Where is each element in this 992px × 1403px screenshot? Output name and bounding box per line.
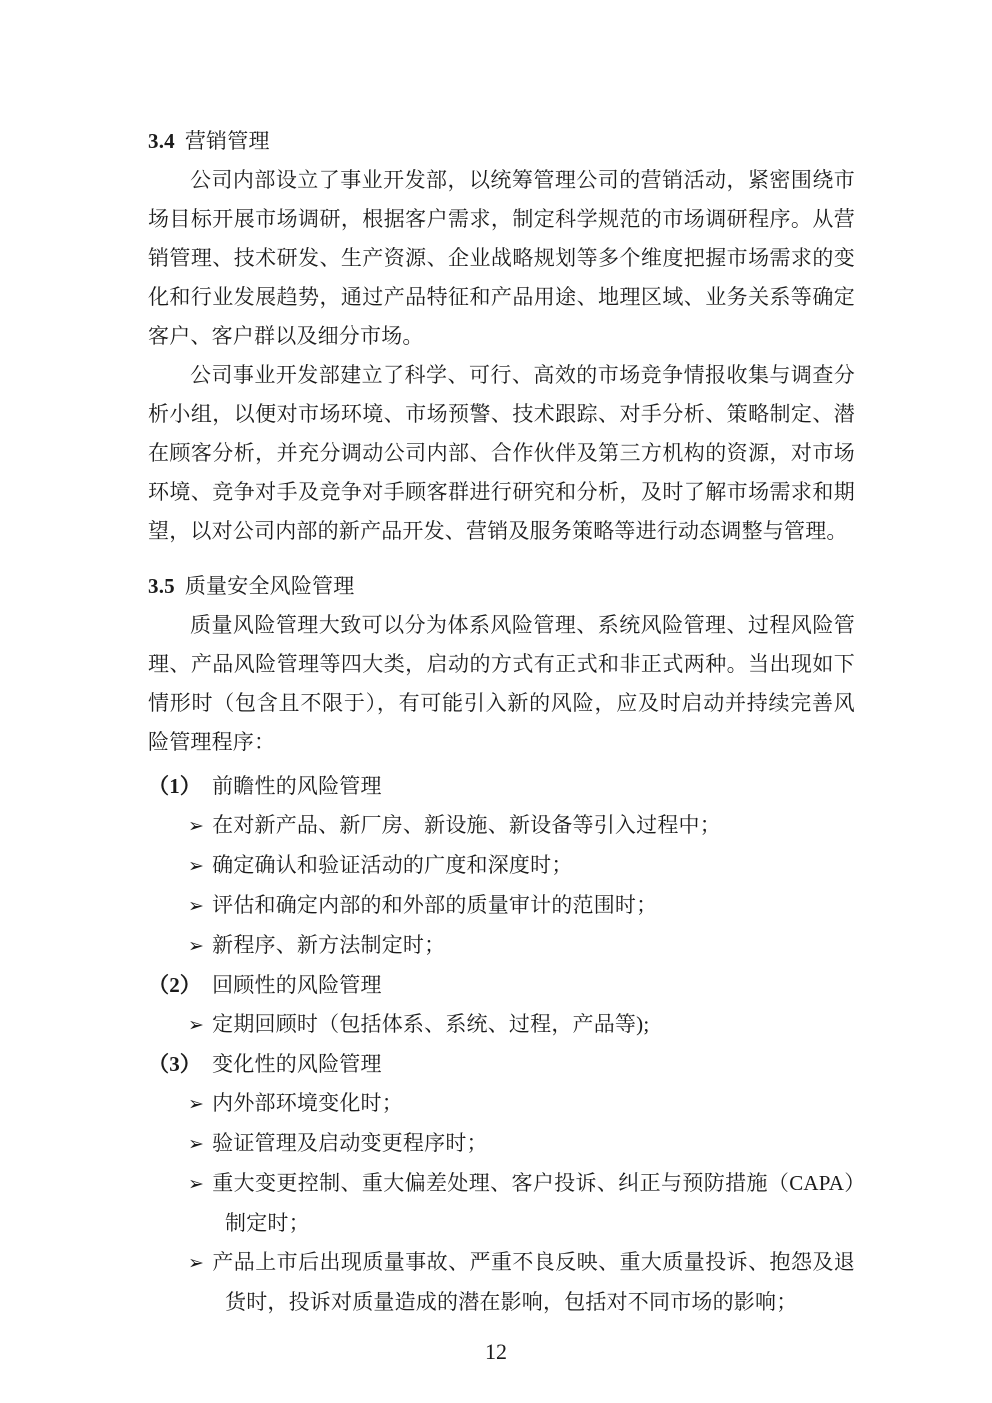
section-heading-3-4 xyxy=(148,122,855,161)
list-item xyxy=(148,926,855,966)
arrow-bullet-icon: ➢ xyxy=(188,815,205,837)
section-number: 3.4 xyxy=(148,129,175,153)
arrow-bullet-icon: ➢ xyxy=(188,935,205,957)
list-group-marker: （1） xyxy=(148,774,202,798)
numbered-list-group xyxy=(148,966,855,1045)
list-group-label: 前瞻性的风险管理 xyxy=(212,774,382,798)
list-item xyxy=(148,1084,855,1124)
page-number: 12 xyxy=(485,1339,507,1364)
list-item xyxy=(148,1124,855,1164)
list-item-text: 产品上市后出现质量事故、严重不良反映、重大质量投诉、抱怨及退货时，投诉对质量造成的潜在影响，包括对不同市场的影响； xyxy=(212,1250,855,1314)
list-item xyxy=(148,806,855,846)
list-group-marker: （3） xyxy=(148,1052,202,1076)
list-item xyxy=(148,1243,855,1322)
list-item-text: 内外部环境变化时； xyxy=(212,1091,403,1115)
list-item-text: 确定确认和验证活动的广度和深度时； xyxy=(212,853,573,877)
list-item-text: 定期回顾时（包括体系、系统、过程，产品等); xyxy=(212,1012,650,1036)
list-item-text: 新程序、新方法制定时； xyxy=(212,933,446,957)
numbered-list-group xyxy=(148,767,855,966)
list-group-label: 变化性的风险管理 xyxy=(212,1052,382,1076)
arrow-bullet-icon: ➢ xyxy=(188,1133,205,1155)
arrow-bullet-icon: ➢ xyxy=(188,1252,205,1274)
page-content xyxy=(148,122,855,1322)
arrow-bullet-icon: ➢ xyxy=(188,855,205,877)
arrow-bullet-icon: ➢ xyxy=(188,1093,205,1115)
arrow-bullet-icon: ➢ xyxy=(188,1173,205,1195)
numbered-list-group xyxy=(148,1045,855,1322)
list-item-text: 重大变更控制、重大偏差处理、客户投诉、纠正与预防措施（CAPA）制定时； xyxy=(212,1171,855,1235)
list-group-label: 回顾性的风险管理 xyxy=(212,973,382,997)
list-item xyxy=(148,1005,855,1045)
arrow-bullet-icon: ➢ xyxy=(188,1014,205,1036)
risk-trigger-list xyxy=(148,767,855,1322)
section-title: 营销管理 xyxy=(184,129,270,153)
list-group-heading xyxy=(148,966,855,1005)
list-item xyxy=(148,846,855,886)
list-item xyxy=(148,886,855,926)
list-group-heading xyxy=(148,1045,855,1084)
list-group-heading xyxy=(148,767,855,806)
paragraph: 质量风险管理大致可以分为体系风险管理、系统风险管理、过程风险管理、产品风险管理等四大类，启动的方式有正式和非正式两种。当出现如下情形时（包含且不限于），有可能引入新的风险，应及时启动并持续完善风险管理程序： xyxy=(148,613,855,754)
list-item-text: 在对新产品、新厂房、新设施、新设备等引入过程中； xyxy=(212,813,721,837)
list-group-marker: （2） xyxy=(148,973,202,997)
paragraph: 公司事业开发部建立了科学、可行、高效的市场竞争情报收集与调查分析小组，以便对市场环境、市场预警、技术跟踪、对手分析、策略制定、潜在顾客分析，并充分调动公司内部、合作伙伴及第三方机构的资源，对市场环境、竞争对手及竞争对手顾客群进行研究和分析，及时了解市场需求和期望，以对公司内部的新产品开发、营销及服务策略等进行动态调整与管理。 xyxy=(148,363,855,543)
list-item xyxy=(148,1164,855,1243)
list-item-text: 评估和确定内部的和外部的质量审计的范围时； xyxy=(212,893,658,917)
arrow-bullet-icon: ➢ xyxy=(188,895,205,917)
paragraph: 公司内部设立了事业开发部，以统筹管理公司的营销活动，紧密围绕市场目标开展市场调研，根据客户需求，制定科学规范的市场调研程序。从营销管理、技术研发、生产资源、企业战略规划等多个维度把握市场需求的变化和行业发展趋势，通过产品特征和产品用途、地理区域、业务关系等确定客户、客户群以及细分市场。 xyxy=(148,168,855,348)
list-item-text: 验证管理及启动变更程序时； xyxy=(212,1131,488,1155)
section-heading-3-5 xyxy=(148,567,855,606)
section-title: 质量安全风险管理 xyxy=(184,574,355,598)
section-number: 3.5 xyxy=(148,574,175,598)
